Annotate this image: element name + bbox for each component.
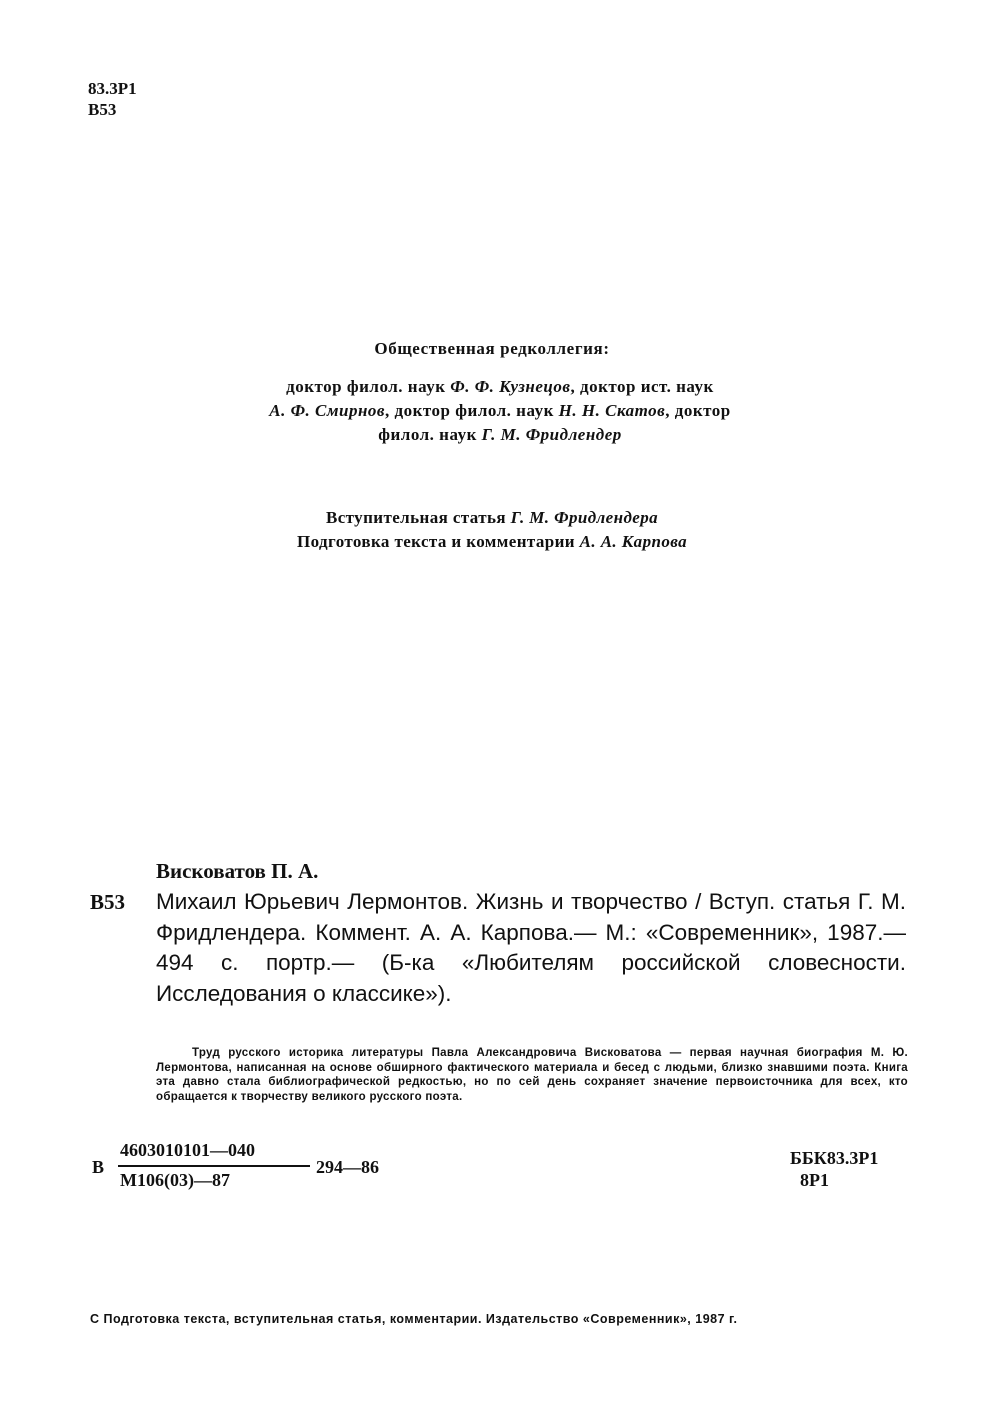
member-name: А. Ф. Смирнов bbox=[269, 401, 386, 420]
index-denominator: М106(03)—87 bbox=[120, 1170, 230, 1190]
fraction-rule bbox=[118, 1165, 310, 1167]
catalog-description: Михаил Юрьевич Лермонтов. Жизнь и творчество / Вступ. статья Г. М. Фридлендера. Коммент. А. А. Карпова.— М.: «Современник», 1987.— 494 с. портр.— (Б-ка «Любителям российской словесности. Исследования о классике»). bbox=[156, 889, 906, 1006]
author-mark: В53 bbox=[88, 100, 117, 119]
credits-preparation bbox=[0, 530, 984, 554]
credits-intro-article bbox=[0, 506, 984, 530]
credits-name: Г. М. Фридлендера bbox=[510, 508, 659, 527]
index-fraction bbox=[118, 1140, 308, 1191]
editorial-board-title: Общественная редколлегия: bbox=[374, 339, 610, 358]
editorial-board-members bbox=[120, 375, 880, 447]
credits-text: Подготовка текста и комментарии bbox=[297, 532, 580, 551]
index-prefix: В bbox=[92, 1157, 105, 1177]
udk-code: 83.3Р1 bbox=[88, 79, 137, 98]
credits-text: Вступительная статья bbox=[325, 508, 511, 527]
board-text: филол. наук bbox=[378, 425, 482, 444]
board-text: , доктор филол. наук bbox=[385, 401, 559, 420]
annotation-text: Труд русского историка литературы Павла Александровича Висковатова — первая научная биография М. Ю. Лермонтова, написанная на основе обширного фактического материала и бесед с людьми, близко знавшими поэта. Книга эта давно стала библиографической редкостью, но по сей день сохраняет значение первоисточника для всех, кто обращается к творчеству великого русского поэта. bbox=[156, 1047, 908, 1103]
bbk-subcode: 8Р1 bbox=[800, 1170, 829, 1190]
member-name: Н. Н. Скатов bbox=[558, 401, 666, 420]
member-name: Ф. Ф. Кузнецов bbox=[450, 377, 571, 396]
copyright-line: С Подготовка текста, вступительная статья, комментарии. Издательство «Современник», 1987 г. bbox=[90, 1312, 738, 1326]
bbk-code: ББК83.3Р1 bbox=[790, 1148, 879, 1168]
board-line-2 bbox=[120, 399, 880, 423]
board-text: , доктор bbox=[665, 401, 731, 420]
bbk-block bbox=[790, 1147, 878, 1191]
credits bbox=[0, 506, 984, 554]
catalog-author: Висковатов П. А. bbox=[156, 859, 319, 883]
annotation bbox=[156, 1046, 908, 1104]
catalog-code: В53 bbox=[90, 890, 126, 914]
board-text: доктор филол. наук bbox=[286, 377, 451, 396]
member-name: Г. М. Фридлендер bbox=[481, 425, 622, 444]
index-tail: 294—86 bbox=[316, 1157, 379, 1177]
index-numerator: 4603010101—040 bbox=[120, 1140, 255, 1160]
credits-name: А. А. Карпова bbox=[579, 532, 687, 551]
board-text: , доктор ист. наук bbox=[570, 377, 714, 396]
board-line-3 bbox=[120, 423, 880, 447]
board-line-1 bbox=[120, 375, 880, 399]
udk-block bbox=[88, 78, 137, 120]
